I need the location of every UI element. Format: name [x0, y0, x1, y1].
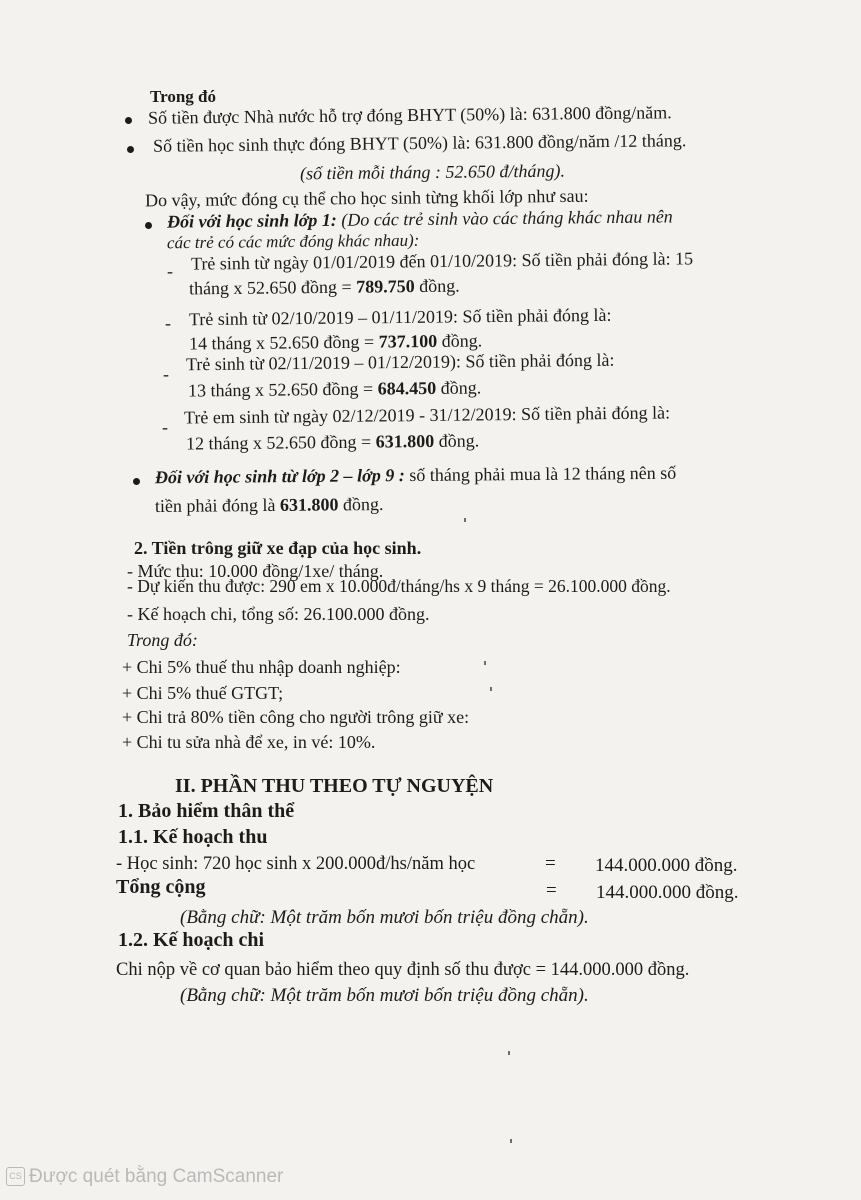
bullet-icon [145, 222, 152, 229]
bike-trong-do: Trong đó: [127, 630, 198, 650]
bike-item-2: + Chi 5% thuế GTGT; [122, 683, 284, 703]
bike-item-4: + Chi tu sửa nhà để xe, in vé: 10%. [122, 732, 376, 752]
voluntary-sub1: 1. Bảo hiểm thân thể [118, 800, 295, 822]
bike-item-3: + Chi trả 80% tiền công cho người trông giữ xe: [122, 707, 470, 727]
grade1-item-4-line1: Trẻ em sinh từ ngày 02/12/2019 - 31/12/2019: Số tiền phải đóng là: [183, 402, 671, 428]
intro-text: Do vậy, mức đóng cụ thể cho học sinh từng khối lớp như sau: [144, 185, 589, 211]
amount: 684.450 [377, 377, 437, 399]
bullet-icon [127, 146, 134, 153]
bike-plan: - Kế hoạch chi, tổng số: 26.100.000 đồng. [127, 604, 430, 624]
dash-icon: - [162, 417, 168, 437]
dash-icon: - [165, 313, 171, 333]
scan-speck [508, 1051, 510, 1055]
grade29-line2: tiền phải đóng là 631.800 đồng. [154, 494, 384, 516]
dash-icon: - [163, 364, 169, 384]
grade1-item-2-line2: 14 tháng x 52.650 đồng = 737.100 đồng. [188, 330, 483, 354]
grade29-line1: Đối với học sinh từ lớp 2 – lớp 9 : số tháng phải mua là 12 tháng nên số [154, 462, 677, 488]
amount: 789.750 [356, 276, 415, 297]
bike-heading: 2. Tiền trông giữ xe đạp của học sinh. [134, 538, 422, 558]
grade1-heading-line1: Đối với học sinh lớp 1: (Do các trẻ sinh vào các tháng khác nhau nên [166, 206, 673, 232]
grade1-item-1-line2: tháng x 52.650 đồng = 789.750 đồng. [188, 275, 460, 299]
amount: 631.800 [375, 430, 435, 452]
total-amount: 144.000.000 đồng. [596, 882, 739, 903]
grade29-label: Đối với học sinh từ lớp 2 – lớp 9 : [154, 465, 405, 488]
bike-expected: - Dự kiến thu được: 290 em x 10.000đ/tháng/hs x 9 tháng = 26.100.000 đồng. [127, 576, 671, 596]
scan-speck [490, 687, 492, 691]
bike-item-1: + Chi 5% thuế thu nhập doanh nghiệp: [122, 657, 401, 677]
monthly-note: (số tiền mỗi tháng : 52.650 đ/tháng). [299, 160, 566, 184]
grade1-item-4-line2: 12 tháng x 52.650 đồng = 631.800 đồng. [185, 430, 480, 454]
bullet-icon [133, 478, 140, 485]
in-words: (Bằng chữ: Một trăm bốn mươi bốn triệu đồng chẵn). [180, 907, 589, 928]
bullet-student-text: Số tiền học sinh thực đóng BHYT (50%) là: 631.800 đồng/năm /12 tháng. [152, 130, 687, 156]
in-words-2: (Bằng chữ: Một trăm bốn mươi bốn triệu đồng chẵn). [180, 985, 589, 1006]
equals-sign: = [546, 880, 557, 901]
amount: 631.800 [279, 494, 339, 515]
watermark-text: Được quét bằng CamScanner [29, 1166, 284, 1187]
scan-speck [484, 661, 486, 665]
scan-speck [510, 1139, 512, 1143]
dash-icon: - [167, 261, 173, 281]
total-label: Tổng cộng [116, 876, 206, 898]
voluntary-sub11: 1.1. Kế hoạch thu [118, 826, 268, 848]
students-line: - Học sinh: 720 học sinh x 200.000đ/hs/năm học [116, 854, 476, 874]
grade1-item-1-line1: Trẻ sinh từ ngày 01/01/2019 đến 01/10/2019: Số tiền phải đóng là: 15 [190, 248, 694, 274]
trong-do-label: Trong đó [150, 87, 216, 106]
students-amount: 144.000.000 đồng. [595, 855, 738, 876]
voluntary-sub12: 1.2. Kế hoạch chi [118, 929, 265, 951]
grade1-item-3-line1: Trẻ sinh từ 02/11/2019 – 01/12/2019): Số tiền phải đóng là: [185, 349, 615, 375]
grade1-item-2-line1: Trẻ sinh từ 02/10/2019 – 01/11/2019: Số tiền phải đóng là: [188, 304, 612, 330]
camscanner-watermark [6, 1166, 283, 1188]
equals-sign: = [545, 853, 556, 874]
amount: 737.100 [378, 330, 438, 352]
bullet-icon [125, 117, 132, 124]
scan-speck [464, 518, 466, 522]
grade1-heading-line2: các trẻ có các mức đóng khác nhau): [166, 230, 420, 253]
bike-fee: - Mức thu: 10.000 đồng/1xe/ tháng. [127, 561, 384, 581]
voluntary-heading: II. PHẦN THU THEO TỰ NGUYỆN [175, 775, 494, 797]
grade1-label: Đối với học sinh lớp 1: [166, 209, 337, 232]
chi-line: Chi nộp về cơ quan bảo hiểm theo quy định số thu được = 144.000.000 đồng. [116, 960, 690, 980]
camscanner-logo-icon: CS [6, 1167, 25, 1186]
grade1-item-3-line2: 13 tháng x 52.650 đồng = 684.450 đồng. [187, 377, 482, 401]
bullet-support-text: Số tiền được Nhà nước hỗ trợ đóng BHYT (50%) là: 631.800 đồng/năm. [147, 102, 672, 128]
